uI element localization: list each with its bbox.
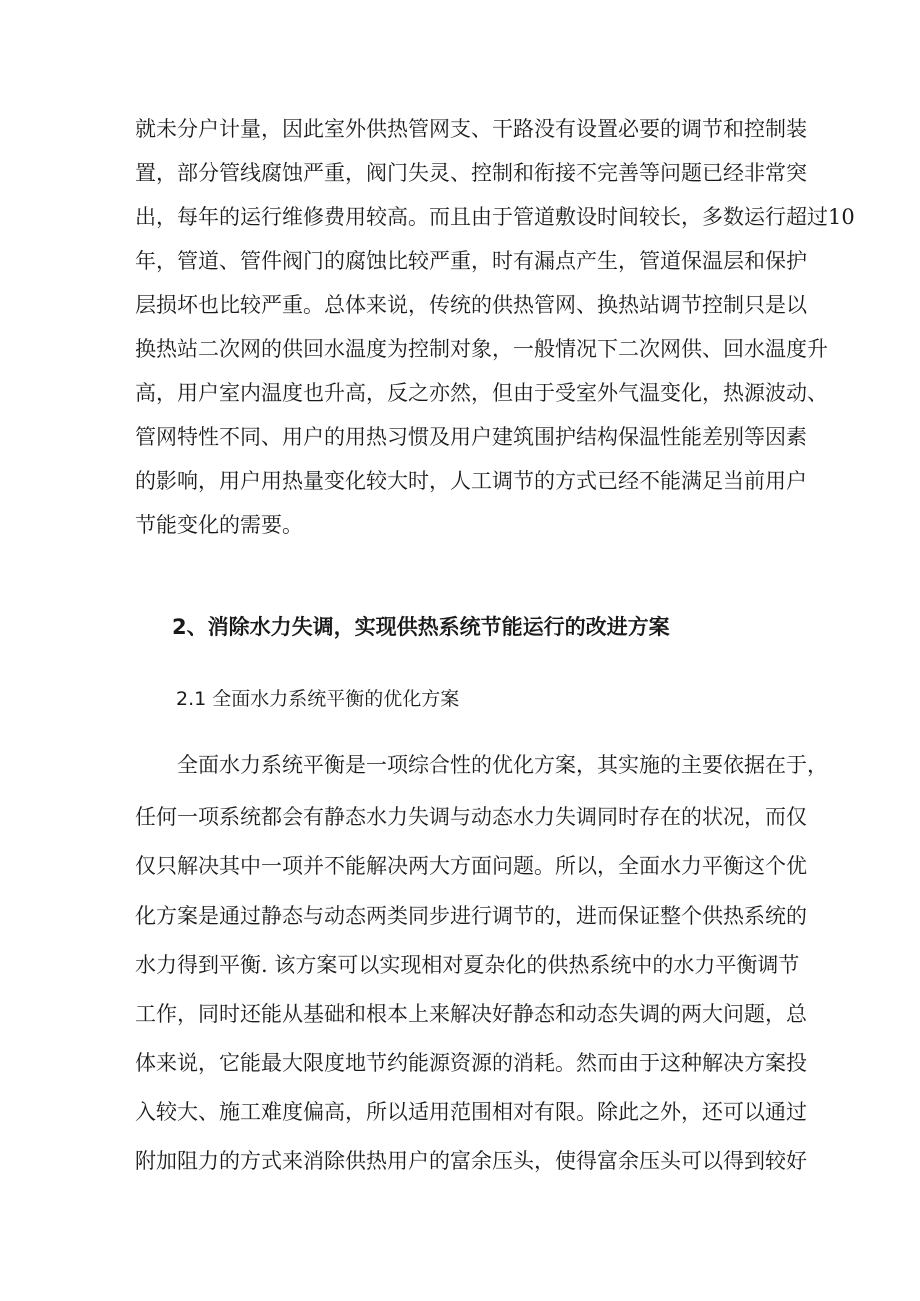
subsection-heading: 2.1 全面水力系统平衡的优化方案 (176, 688, 460, 710)
paragraph-line: 水力得到平衡. 该方案可以实现相对夏杂化的供热系统中的水力平衡调节 (135, 953, 800, 977)
paragraph-line: 入较大、施工难度偏高，所以适用范围相对有限。除此之外，还可以通过 (135, 1100, 807, 1124)
paragraph-line: 出，每年的运行维修费用较高。而且由于管道敷设时间较长，多数运行超过10 (135, 205, 855, 229)
paragraph-line: 化方案是通过静态与动态两类同步进行调节的，进而保证整个供热系统的 (135, 904, 807, 928)
paragraph-line: 体来说，它能最大限度地节约能源资源的消耗。然而由于这种解决方案投 (135, 1051, 807, 1075)
paragraph-line: 换热站二次网的供回水温度为控制对象，一般情况下二次网供、回水温度升 (135, 337, 828, 361)
paragraph-line: 的影响，用户用热量变化较大时，人工调节的方式已经不能满足当前用户 (135, 469, 807, 493)
paragraph-line: 全面水力系统平衡是一项综合性的优化方案，其实施的主要依据在于， (177, 753, 828, 777)
paragraph-line: 仅只解决其中一项并不能解决两大方面问题。所以，全面水力平衡这个优 (135, 854, 807, 878)
section-heading: 2、消除水力失调，实现供热系统节能运行的改进方案 (172, 615, 670, 639)
paragraph-line: 置，部分管线腐蚀严重，阀门失灵、控制和衔接不完善等问题已经非常突 (135, 161, 807, 185)
paragraph-line: 就未分户计量，因此室外供热管网支、干路没有设置必要的调节和控制装 (135, 117, 807, 141)
paragraph-line: 任何一项系统都会有静态水力失调与动态水力失调同时存在的状况，而仅 (135, 805, 807, 829)
paragraph-line: 附加阻力的方式来消除供热用户的富余压头，使得富余压头可以得到较好 (135, 1149, 807, 1173)
paragraph-line: 高，用户室内温度也升高，反之亦然，但由于受室外气温变化，热源波动、 (135, 381, 828, 405)
paragraph-line: 层损坏也比较严重。总体来说，传统的供热管网、换热站调节控制只是以 (135, 293, 807, 317)
paragraph-line: 工作，同时还能从基础和根本上来解决好静态和动态失调的两大问题，总 (135, 1002, 807, 1026)
paragraph-line: 管网特性不同、用户的用热习惯及用户建筑围护结构保温性能差别等因素 (135, 425, 807, 449)
paragraph-line: 节能变化的需要。 (135, 513, 303, 537)
paragraph-line: 年，管道、管件阀门的腐蚀比较严重，时有漏点产生，管道保温层和保护 (135, 249, 807, 273)
